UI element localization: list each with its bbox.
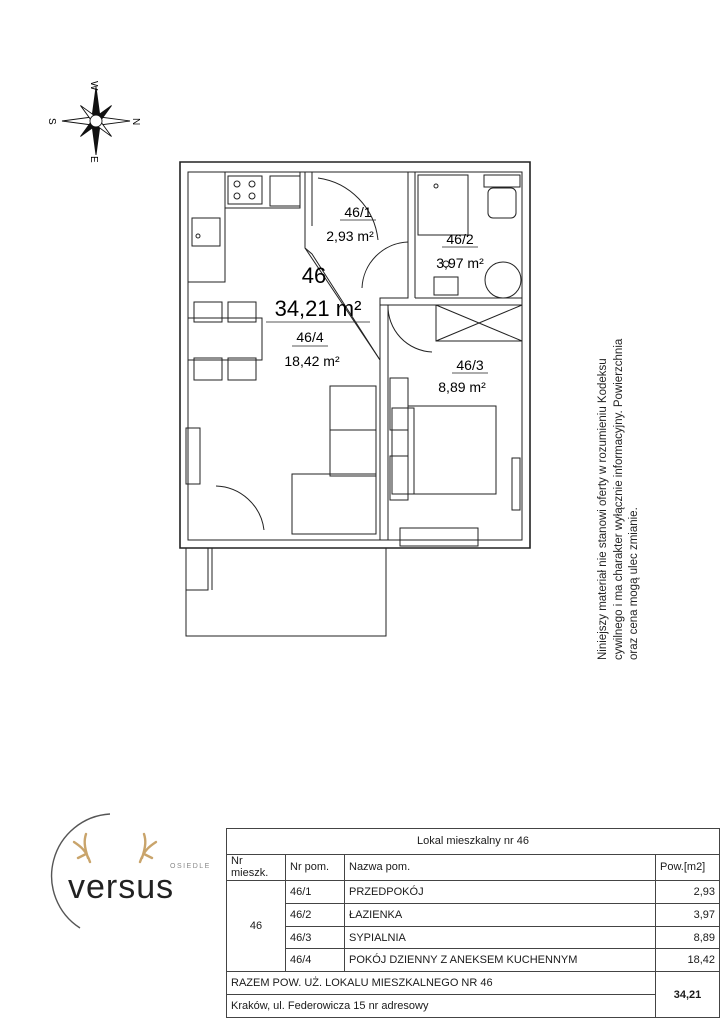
versus-logo: [50, 806, 220, 936]
room-area-46-3: 8,89 m²: [438, 379, 486, 395]
logo-name: versus: [68, 868, 175, 906]
table-row: [227, 926, 720, 949]
header-room-name: Nazwa pom.: [345, 854, 656, 880]
room-label-46-1: 46/1: [344, 204, 372, 220]
address-cell: Kraków, ul. Federowicza 15 nr adresowy: [227, 995, 656, 1018]
disclaimer-note: [596, 320, 656, 660]
room-area-cell: 8,89: [656, 926, 720, 949]
room-area-cell: 18,42: [656, 949, 720, 972]
unit-area-label: 34,21 m²: [274, 296, 362, 321]
total-area-cell: 34,21: [656, 972, 720, 1018]
room-area-cell: 2,93: [656, 880, 720, 903]
header-area: Pow.[m2]: [656, 854, 720, 880]
unit-area-table: [226, 828, 720, 1018]
table-row: [227, 880, 720, 903]
room-area-46-1: 2,93 m²: [326, 228, 374, 244]
room-label-46-4: 46/4: [296, 329, 324, 345]
compass-east-label: E: [88, 156, 99, 163]
table-row: [227, 903, 720, 926]
room-no-cell: 46/4: [286, 949, 345, 972]
compass-north-label: N: [130, 118, 141, 126]
room-name-cell: PRZEDPOKÓJ: [345, 880, 656, 903]
logo-small-text: OSIEDLE: [170, 863, 211, 870]
room-no-cell: 46/2: [286, 903, 345, 926]
table-row: [227, 949, 720, 972]
unit-number-label: 46: [301, 263, 327, 288]
room-name-cell: POKÓJ DZIENNY Z ANEKSEM KUCHENNYM: [345, 949, 656, 972]
room-area-46-2: 3,97 m²: [436, 255, 484, 271]
room-area-cell: 3,97: [656, 903, 720, 926]
total-label: RAZEM POW. UŻ. LOKALU MIESZKALNEGO NR 46: [227, 972, 656, 995]
table-title: Lokal mieszkalny nr 46: [227, 829, 720, 855]
header-room-no: Nr pom.: [286, 854, 345, 880]
unit-number-cell: 46: [227, 880, 286, 971]
room-no-cell: 46/1: [286, 880, 345, 903]
room-no-cell: 46/3: [286, 926, 345, 949]
room-label-46-2: 46/2: [446, 231, 474, 247]
disclaimer-text: Niniejszy materiał nie stanowi oferty w rozumieniu Kodeksu cywilnego i ma charakter wyłącznie informacyjny. Powierzchnia oraz cena mogą ulec zmianie.: [597, 338, 640, 660]
room-area-46-4: 18,42 m²: [284, 353, 340, 369]
room-label-46-3: 46/3: [456, 357, 484, 373]
room-name-cell: ŁAZIENKA: [345, 903, 656, 926]
room-name-cell: SYPIALNIA: [345, 926, 656, 949]
header-unit-no: Nr mieszk.: [227, 854, 286, 880]
compass-south-label: S: [46, 118, 57, 125]
compass-west-label: W: [88, 81, 99, 91]
